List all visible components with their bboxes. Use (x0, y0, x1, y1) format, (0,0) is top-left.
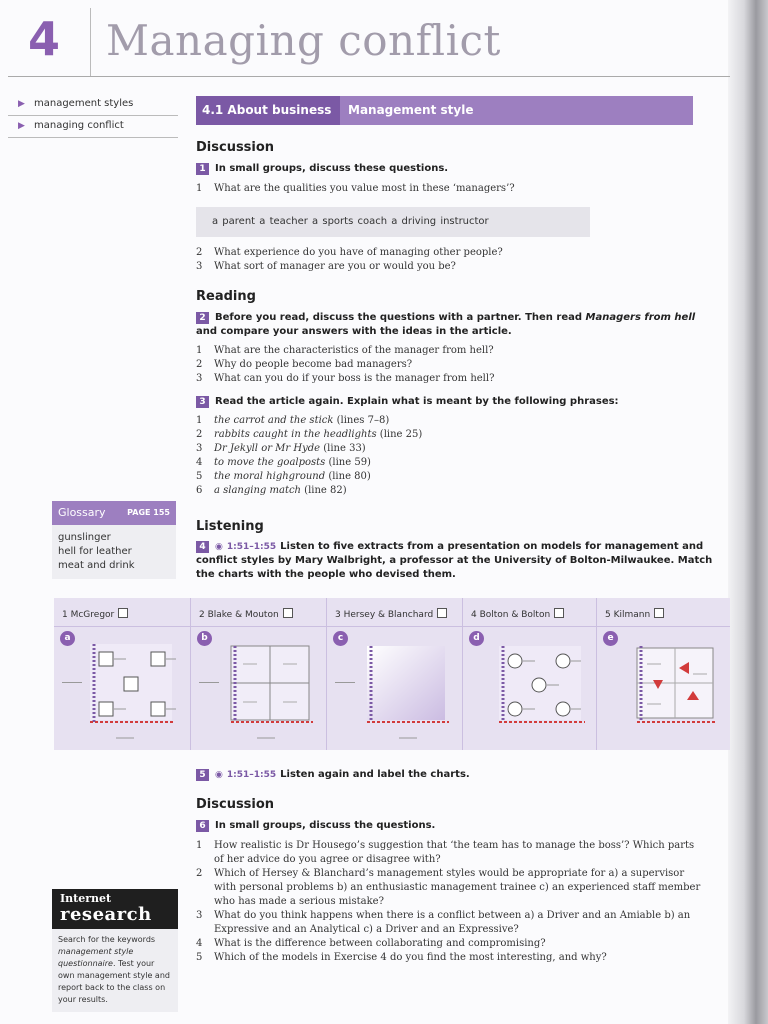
phrase-item: 1 the carrot and the stick (lines 7–8) (196, 415, 390, 426)
glossary-header: Glossary PAGE 155 (52, 501, 176, 525)
chart-cell-d (462, 598, 596, 750)
question: 3 What do you think happens when there is a conflict between a) a Driver and an Amiable b) an Expressive and an Analytical c) a Driver and an Expressive? (196, 910, 691, 935)
glossary-page-ref: PAGE 155 (127, 508, 170, 517)
triangle-bullet-icon: ▶ (18, 121, 25, 131)
question: 2 What experience do you have of managing other people? (196, 247, 503, 258)
exercise-instruction: 3 Read the article again. Explain what is meant by the following phrases: (196, 395, 716, 409)
listening-exercise-5 (196, 768, 716, 782)
question: 3 What can you do if your boss is the manager from hell? (196, 373, 495, 384)
exercise-number: 6 (196, 820, 209, 832)
glossary-list (52, 525, 176, 579)
research-text: Search for the keywords management style questionnaire. Test your own management style and report back to the class on your results. (52, 929, 178, 1012)
exercise-instruction: 5 ◉ 1:51–1:55 Listen again and label the charts. (196, 768, 716, 782)
listening-section (196, 519, 716, 582)
reading-heading: Reading (196, 289, 256, 304)
question: 3 What sort of manager are you or would you be? (196, 261, 456, 272)
audio-cd-icon: ◉ (215, 770, 223, 780)
unit-title: Managing conflict (106, 16, 501, 65)
discussion-heading: Discussion (196, 797, 275, 812)
chart-cell-c (326, 598, 462, 750)
glossary-box (52, 501, 176, 579)
question-list (196, 344, 716, 386)
phrase-item: 5 the moral highground (line 80) (196, 471, 371, 482)
glossary-item: meat and drink (58, 560, 135, 571)
section-banner (196, 96, 693, 125)
glossary-item: gunslinger (58, 532, 111, 543)
chart-cell-e (596, 598, 730, 750)
roles-box: a parent a teacher a sports coach a driving instructor (196, 207, 590, 237)
book-spine (728, 0, 768, 1024)
chart-letter-badge: b (197, 631, 212, 646)
exercise-instruction: 1 In small groups, discuss these questions. (196, 162, 716, 176)
exercise-number: 5 (196, 769, 209, 781)
header-rule (8, 76, 730, 77)
chart-letter-badge: e (603, 631, 618, 646)
question: 2 Which of Hersey & Blanchard’s management styles would be appropriate for a) a supervisor with personal problems b) an enthusiastic management trainee c) an experienced staff member who has made a serious mistake? (196, 868, 701, 907)
chart-letter-badge: d (469, 631, 484, 646)
section-topic: Management style (348, 103, 474, 117)
triangle-bullet-icon: ▶ (18, 99, 25, 109)
chart-b-graphic (191, 598, 327, 750)
charts-strip (54, 598, 730, 750)
discussion-heading: Discussion (196, 140, 275, 155)
listening-heading: Listening (196, 519, 264, 534)
exercise-instruction: 6 In small groups, discuss the questions. (196, 819, 716, 833)
chart-cell-a (54, 598, 190, 750)
chart-a-graphic (54, 598, 190, 750)
chart-d-graphic (463, 598, 597, 750)
phrase-item: 4 to move the goalposts (line 59) (196, 457, 371, 468)
question: 5 Which of the models in Exercise 4 do you find the most interesting, and why? (196, 952, 607, 963)
phrase-list (196, 414, 716, 498)
phrase-item: 3 Dr Jekyll or Mr Hyde (line 33) (196, 443, 366, 454)
model-label: 3 Hersey & Blanchard (335, 608, 447, 620)
audio-track-ref: 1:51–1:55 (226, 542, 277, 552)
research-header: Internet research (52, 889, 178, 929)
chart-c-graphic (327, 598, 463, 750)
header-divider (90, 8, 91, 76)
question: 1 What are the characteristics of the manager from hell? (196, 345, 494, 356)
exercise-number: 2 (196, 312, 209, 324)
model-label: 1 McGregor (62, 608, 128, 620)
glossary-item: hell for leather (58, 546, 132, 557)
exercise-number: 1 (196, 163, 209, 175)
question: 1 How realistic is Dr Housego’s suggestion that ‘the team has to manage the boss’? Which parts of her advice do you agree or disagree with? (196, 840, 695, 865)
model-label: 4 Bolton & Bolton (471, 608, 564, 620)
question: 2 Why do people become bad managers? (196, 359, 413, 370)
phrase-item: 2 rabbits caught in the headlights (line 25) (196, 429, 423, 440)
model-label: 2 Blake & Mouton (199, 608, 293, 620)
phrase-item: 6 a slanging match (line 82) (196, 485, 347, 496)
chart-e-graphic (597, 598, 731, 750)
discussion-questions (196, 246, 716, 274)
chart-cell-b (190, 598, 326, 750)
discussion-2-section (196, 797, 716, 965)
audio-track-ref: 1:51–1:55 (226, 770, 277, 780)
internet-research-box (52, 889, 178, 1012)
objective-item: ▶ management styles (8, 94, 178, 116)
chart-letter-badge: c (333, 631, 348, 646)
question-list (196, 839, 706, 965)
reading-section (196, 289, 716, 498)
exercise-number: 4 (196, 541, 209, 553)
question: 1 What are the qualities you value most in these ‘managers’? (196, 183, 515, 194)
exercise-instruction: 4 ◉ 1:51–1:55 Listen to five extracts from a presentation on models for management and conflict styles by Mary Walbright, a professor at the University of Bolton-Milwaukee. Match the charts with the people who devised them. (196, 541, 713, 580)
discussion-section (196, 140, 716, 196)
model-label: 5 Kilmann (605, 608, 664, 620)
objective-item: ▶ managing conflict (8, 116, 178, 138)
audio-cd-icon: ◉ (215, 542, 223, 552)
exercise-number: 3 (196, 396, 209, 408)
unit-objectives (8, 94, 178, 138)
section-title: 4.1 About business (196, 96, 340, 125)
unit-number: 4 (28, 12, 61, 66)
exercise-instruction: 2 Before you read, discuss the questions with a partner. Then read Managers from hell and compare your answers with the ideas in the article. (196, 312, 696, 337)
question: 4 What is the difference between collaborating and compromising? (196, 938, 546, 949)
chart-letter-badge: a (60, 631, 75, 646)
